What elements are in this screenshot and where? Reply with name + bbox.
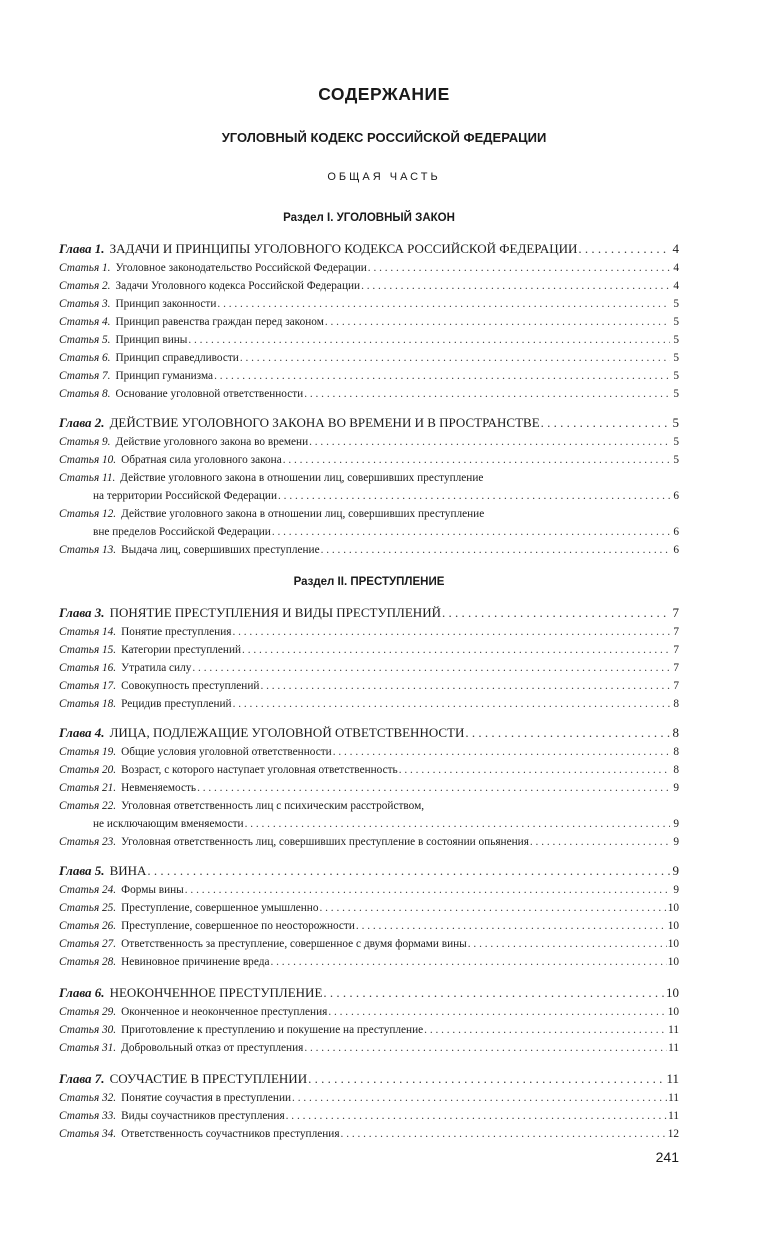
entry-page: 6 (673, 544, 679, 556)
entry-page: 7 (673, 644, 679, 656)
chapter-entry[interactable] (59, 723, 679, 743)
entry-page: 8 (673, 746, 679, 758)
entry-label: Глава 1. (59, 241, 105, 256)
entry-title: ЗАДАЧИ И ПРИНЦИПЫ УГОЛОВНОГО КОДЕКСА РОССИЙСКОЙ ФЕДЕРАЦИИ (109, 241, 578, 256)
entry-label: Статья 12. (59, 508, 117, 520)
entry-page: 10 (667, 920, 679, 932)
entry-page: 7 (672, 605, 679, 620)
entry-title: Возраст, с которого наступает уголовная ответственность (121, 764, 398, 776)
entry-title: Ответственность за преступление, совершенное с двумя формами вины (121, 938, 467, 950)
entry-page: 5 (673, 370, 679, 382)
entry-title: Невменяемость (121, 782, 197, 794)
entry-title: Формы вины (121, 884, 184, 896)
entry-label: Статья 16. (59, 662, 117, 674)
article-entry[interactable] (59, 259, 679, 277)
entry-title: Невиновное причинение вреда (121, 956, 270, 968)
dot-leader (242, 641, 670, 659)
entry-page: 12 (667, 1128, 679, 1140)
article-entry[interactable] (59, 899, 679, 917)
entry-label: Статья 26. (59, 920, 117, 932)
entry-title: Уголовная ответственность лиц с психическим расстройством, (121, 800, 425, 812)
entry-title: СОУЧАСТИЕ В ПРЕСТУПЛЕНИИ (109, 1071, 308, 1086)
entry-page: 6 (673, 526, 679, 538)
dot-leader (442, 603, 670, 623)
article-entry[interactable] (59, 451, 679, 469)
entry-title: Общие условия уголовной ответственности (121, 746, 332, 758)
dot-leader (192, 659, 670, 677)
entry-label: Статья 11. (59, 472, 116, 484)
dot-leader (240, 349, 670, 367)
entry-page: 10 (667, 956, 679, 968)
article-entry[interactable] (59, 1089, 679, 1107)
entry-label: Глава 6. (59, 985, 105, 1000)
dot-leader (333, 743, 670, 761)
entry-page: 11 (666, 1071, 679, 1086)
entry-label: Статья 13. (59, 544, 117, 556)
entry-label: Статья 34. (59, 1128, 117, 1140)
entry-title: Основание уголовной ответственности (115, 388, 304, 400)
entry-page: 9 (673, 884, 679, 896)
article-entry[interactable] (59, 917, 679, 935)
dot-leader (468, 935, 667, 953)
dot-leader (341, 1125, 667, 1143)
dot-leader (245, 815, 670, 833)
entry-title: Категории преступлений (121, 644, 242, 656)
entry-page: 4 (672, 241, 679, 256)
dot-leader (185, 881, 670, 899)
entry-title: Действие уголовного закона во времени (115, 436, 309, 448)
dot-leader (361, 277, 670, 295)
dot-leader (147, 861, 670, 881)
entry-page: 9 (673, 782, 679, 794)
chapter-block (59, 861, 679, 971)
dot-leader (304, 1039, 667, 1057)
entry-label: Статья 28. (59, 956, 117, 968)
entry-title: ДЕЙСТВИЕ УГОЛОВНОГО ЗАКОНА ВО ВРЕМЕНИ И В ПРОСТРАНСТВЕ (109, 415, 540, 430)
entry-label: Статья 6. (59, 352, 111, 364)
entry-title: Действие уголовного закона в отношении лиц, совершивших преступление (121, 508, 485, 520)
dot-leader (424, 1021, 667, 1039)
entry-label: Статья 7. (59, 370, 111, 382)
entry-label: Статья 4. (59, 316, 111, 328)
dot-leader (530, 833, 670, 851)
dot-leader (309, 433, 670, 451)
entry-page: 11 (668, 1042, 679, 1054)
entry-page: 7 (673, 680, 679, 692)
entry-page: 9 (672, 863, 679, 878)
chapter-entry[interactable] (59, 983, 679, 1003)
entry-title: Выдача лиц, совершивших преступление (121, 544, 320, 556)
entry-label: Статья 18. (59, 698, 117, 710)
entry-label: Глава 4. (59, 725, 105, 740)
entry-page: 5 (673, 388, 679, 400)
dot-leader (368, 259, 670, 277)
entry-title: на территории Российской Федерации (93, 490, 278, 502)
entry-page: 4 (673, 262, 679, 274)
entry-page: 10 (666, 985, 679, 1000)
entry-page: 8 (673, 698, 679, 710)
dot-leader (233, 695, 670, 713)
entry-label: Статья 14. (59, 626, 117, 638)
dot-leader (321, 541, 670, 559)
dot-leader (270, 953, 666, 971)
entry-label: Статья 25. (59, 902, 117, 914)
dot-leader (356, 917, 667, 935)
part-title: ОБЩАЯ ЧАСТЬ (327, 171, 441, 183)
article-entry-line2[interactable] (59, 523, 679, 541)
entry-label: Статья 29. (59, 1006, 117, 1018)
entry-page: 5 (672, 415, 679, 430)
dot-leader (399, 761, 670, 779)
entry-title: Уголовное законодательство Российской Федерации (115, 262, 367, 274)
entry-title: Уголовная ответственность лиц, совершивших преступление в состоянии опьянения (121, 836, 529, 848)
entry-title: ЛИЦА, ПОДЛЕЖАЩИЕ УГОЛОВНОЙ ОТВЕТСТВЕННОСТИ (109, 725, 465, 740)
entry-label: Статья 8. (59, 388, 111, 400)
dot-leader (304, 385, 670, 403)
dot-leader (278, 487, 670, 505)
entry-title: Принцип гуманизма (115, 370, 214, 382)
entry-label: Статья 27. (59, 938, 117, 950)
article-entry[interactable] (59, 433, 679, 451)
entry-title: НЕОКОНЧЕННОЕ ПРЕСТУПЛЕНИЕ (109, 985, 323, 1000)
entry-page: 11 (668, 1024, 679, 1036)
chapter-entry[interactable] (59, 603, 679, 623)
article-entry[interactable] (59, 677, 679, 695)
entry-page: 8 (672, 725, 679, 740)
entry-title: Действие уголовного закона в отношении лиц, совершивших преступление (120, 472, 484, 484)
article-entry-line1[interactable] (59, 505, 679, 523)
chapter-entry[interactable] (59, 1069, 679, 1089)
dot-leader (217, 295, 670, 313)
entry-title: Ответственность соучастников преступления (121, 1128, 340, 1140)
dot-leader (308, 1069, 665, 1089)
entry-title: ПОНЯТИЕ ПРЕСТУПЛЕНИЯ И ВИДЫ ПРЕСТУПЛЕНИЙ (109, 605, 441, 620)
dot-leader (286, 1107, 667, 1125)
entry-page: 5 (673, 298, 679, 310)
entry-label: Статья 1. (59, 262, 111, 274)
chapter-block (59, 983, 679, 1057)
entry-title: Преступление, совершенное по неосторожности (121, 920, 355, 932)
article-entry-line2[interactable] (59, 815, 679, 833)
article-entry[interactable] (59, 385, 679, 403)
article-entry[interactable] (59, 641, 679, 659)
article-entry[interactable] (59, 695, 679, 713)
entry-label: Статья 20. (59, 764, 117, 776)
entry-title: Добровольный отказ от преступления (121, 1042, 304, 1054)
entry-label: Статья 21. (59, 782, 117, 794)
entry-label: Глава 3. (59, 605, 105, 620)
entry-page: 11 (668, 1110, 679, 1122)
article-entry[interactable] (59, 833, 679, 851)
entry-label: Глава 5. (59, 863, 105, 878)
entry-label: Статья 19. (59, 746, 117, 758)
article-entry[interactable] (59, 953, 679, 971)
dot-leader (328, 1003, 666, 1021)
entry-page: 6 (673, 490, 679, 502)
dot-leader (283, 451, 670, 469)
dot-leader (292, 1089, 667, 1107)
entry-label: Статья 9. (59, 436, 111, 448)
dot-leader (465, 723, 670, 743)
entry-title: Оконченное и неоконченное преступления (121, 1006, 328, 1018)
dot-leader (260, 677, 670, 695)
section-heading: Раздел I. УГОЛОВНЫЙ ЗАКОН (283, 212, 455, 224)
article-entry[interactable] (59, 1021, 679, 1039)
dot-leader (197, 779, 670, 797)
entry-page: 4 (673, 280, 679, 292)
entry-page: 5 (673, 454, 679, 466)
dot-leader (188, 331, 670, 349)
article-entry[interactable] (59, 277, 679, 295)
entry-title: Понятие соучастия в преступлении (121, 1092, 292, 1104)
dot-leader (578, 239, 670, 259)
chapter-block (59, 1069, 679, 1143)
page-title: СОДЕРЖАНИЕ (318, 84, 450, 104)
entry-page: 5 (673, 352, 679, 364)
article-entry-line2[interactable] (59, 487, 679, 505)
chapter-block (59, 239, 679, 403)
entry-page: 8 (673, 764, 679, 776)
section-heading: Раздел II. ПРЕСТУПЛЕНИЕ (293, 576, 445, 588)
entry-title: Преступление, совершенное умышленно (121, 902, 319, 914)
entry-page: 11 (668, 1092, 679, 1104)
chapter-entry[interactable] (59, 239, 679, 259)
entry-title: Понятие преступления (121, 626, 232, 638)
article-entry-line1[interactable] (59, 797, 679, 815)
entry-label: Статья 30. (59, 1024, 117, 1036)
dot-leader (272, 523, 670, 541)
entry-label: Статья 3. (59, 298, 111, 310)
dot-leader (214, 367, 670, 385)
article-entry[interactable] (59, 1107, 679, 1125)
article-entry[interactable] (59, 313, 679, 331)
article-entry[interactable] (59, 623, 679, 641)
entry-title: Принцип вины (115, 334, 188, 346)
entry-title: Виды соучастников преступления (121, 1110, 285, 1122)
code-title: УГОЛОВНЫЙ КОДЕКС РОССИЙСКОЙ ФЕДЕРАЦИИ (221, 130, 547, 145)
entry-title: Принцип законности (115, 298, 217, 310)
dot-leader (320, 899, 667, 917)
entry-label: Статья 10. (59, 454, 117, 466)
article-entry[interactable] (59, 881, 679, 899)
entry-label: Статья 22. (59, 800, 117, 812)
entry-title: Обратная сила уголовного закона (121, 454, 282, 466)
page-number: 241 (655, 1149, 679, 1165)
article-entry[interactable] (59, 659, 679, 677)
entry-page: 10 (667, 902, 679, 914)
entry-page: 10 (667, 1006, 679, 1018)
entry-page: 5 (673, 334, 679, 346)
entry-page: 5 (673, 316, 679, 328)
entry-title: не исключающим вменяемости (93, 818, 244, 830)
article-entry[interactable] (59, 1003, 679, 1021)
entry-page: 9 (673, 836, 679, 848)
article-entry[interactable] (59, 779, 679, 797)
entry-label: Статья 15. (59, 644, 117, 656)
chapter-entry[interactable] (59, 861, 679, 881)
entry-label: Глава 7. (59, 1071, 105, 1086)
article-entry[interactable] (59, 761, 679, 779)
chapter-block (59, 413, 679, 559)
entry-label: Статья 5. (59, 334, 111, 346)
dot-leader (325, 313, 670, 331)
entry-title: Рецидив преступлений (121, 698, 232, 710)
entry-label: Статья 2. (59, 280, 111, 292)
article-entry[interactable] (59, 743, 679, 761)
dot-leader (232, 623, 670, 641)
entry-title: ВИНА (109, 863, 147, 878)
entry-title: Принцип равенства граждан перед законом (115, 316, 324, 328)
entry-page: 7 (673, 662, 679, 674)
entry-title: Приготовление к преступлению и покушение на преступление (121, 1024, 424, 1036)
article-entry[interactable] (59, 1125, 679, 1143)
chapter-block (59, 723, 679, 851)
article-entry[interactable] (59, 935, 679, 953)
entry-label: Статья 17. (59, 680, 117, 692)
entry-title: вне пределов Российской Федерации (93, 526, 271, 538)
entry-label: Статья 33. (59, 1110, 117, 1122)
entry-title: Принцип справедливости (115, 352, 239, 364)
entry-label: Статья 31. (59, 1042, 117, 1054)
entry-label: Статья 24. (59, 884, 117, 896)
entry-page: 5 (673, 436, 679, 448)
dot-leader (323, 983, 665, 1003)
article-entry[interactable] (59, 295, 679, 313)
entry-page: 7 (673, 626, 679, 638)
entry-page: 9 (673, 818, 679, 830)
entry-label: Глава 2. (59, 415, 105, 430)
entry-title: Утратила силу (121, 662, 192, 674)
entry-label: Статья 23. (59, 836, 117, 848)
article-entry[interactable] (59, 331, 679, 349)
article-entry[interactable] (59, 349, 679, 367)
entry-title: Совокупность преступлений (121, 680, 260, 692)
chapter-block (59, 603, 679, 713)
article-entry[interactable] (59, 541, 679, 559)
article-entry[interactable] (59, 1039, 679, 1057)
entry-page: 10 (667, 938, 679, 950)
entry-title: Задачи Уголовного кодекса Российской Федерации (115, 280, 361, 292)
article-entry-line1[interactable] (59, 469, 679, 487)
chapter-entry[interactable] (59, 413, 679, 433)
entry-label: Статья 32. (59, 1092, 117, 1104)
article-entry[interactable] (59, 367, 679, 385)
dot-leader (541, 413, 670, 433)
